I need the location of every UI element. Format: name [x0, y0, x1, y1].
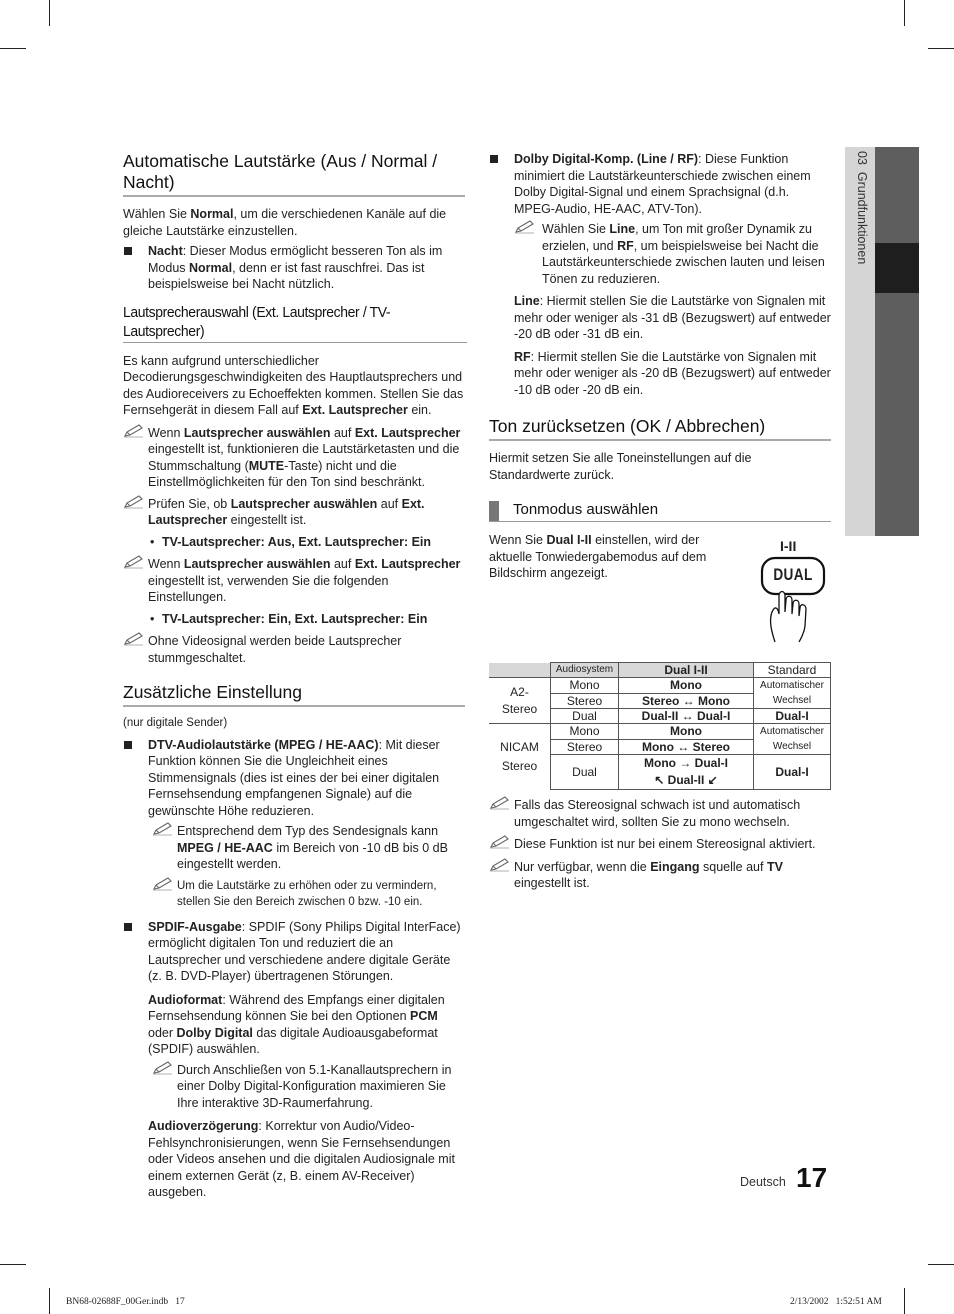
- heading-extra-settings: Zusätzliche Einstellung: [123, 682, 465, 707]
- table-cell: Mono: [619, 678, 754, 694]
- paragraph: Line: Hiermit stellen Sie die Lautstärke von Signalen mit mehr oder weniger als -31 dB (Bezugswert) auf entweder -20 dB oder -31 dB ein.: [514, 294, 831, 341]
- table-cell: Stereo: [551, 739, 619, 755]
- table-row: [489, 663, 831, 678]
- note-item: Ohne Videosignal werden beide Lautsprecher stummgeschaltet.: [123, 633, 465, 666]
- table-cell: Stereo ↔ Mono: [619, 693, 754, 709]
- dot-item: • TV-Lautsprecher: Ein, Ext. Lautsprecher: Ein: [148, 611, 465, 628]
- table-cell: Mono ↔ Stereo: [619, 739, 754, 755]
- table-cell: NICAM Stereo: [489, 724, 551, 790]
- table-cell: Dual-II ↔ Dual-I: [619, 709, 754, 724]
- note-item: Diese Funktion ist nur bei einem Stereosignal aktiviert.: [489, 836, 831, 853]
- table-cell: Mono: [551, 724, 619, 740]
- table-cell: Dual-I: [754, 709, 831, 724]
- note-item: Wählen Sie Line, um Ton mit großer Dynamik zu erzielen, und RF, um beispielsweise bei Nacht die Lautstärkeunterschiede zwischen lauten und leisen Tönen zu reduzieren.: [514, 221, 831, 287]
- heading-speaker-select: Lautsprecherauswahl (Ext. Lautsprecher / TV-Lautsprecher): [123, 303, 467, 343]
- note-item: Wenn Lautsprecher auswählen auf Ext. Lautsprecher eingestellt ist, funktionieren die Lautstärketasten und die Stummschaltung (MUTE-Taste) nicht und die Einstellmöglichkeiten für den Ton sind beschränkt.: [123, 425, 465, 491]
- crop-mark: [904, 1288, 905, 1314]
- table-header: Audiosystem: [551, 663, 619, 678]
- pencil-icon: [489, 796, 511, 810]
- table-cell: Mono: [619, 724, 754, 740]
- bullet-item: Nacht: Dieser Modus ermöglicht besseren Ton als im Modus Normal, denn er ist fast rauschfrei. Das ist beispielsweise bei Nacht nützlich.: [123, 243, 465, 293]
- subnote: (nur digitale Sender): [123, 717, 228, 729]
- table-cell: Automatischer Wechsel: [754, 724, 831, 755]
- crop-mark: [49, 0, 50, 26]
- table-cell: Stereo: [551, 693, 619, 709]
- paragraph: Wenn Sie Dual I-II einstellen, wird der aktuelle Tonwiedergabemodus auf dem Bildschirm angezeigt.: [489, 533, 707, 580]
- page-number: 17: [796, 1162, 828, 1193]
- paragraph: Hiermit setzen Sie alle Toneinstellungen auf die Standardwerte zurück.: [489, 451, 752, 482]
- table-row: [489, 678, 831, 694]
- subheading-tonmodus: Tonmodus auswählen: [489, 500, 831, 522]
- pencil-icon: [123, 495, 145, 509]
- pencil-icon: [152, 877, 174, 891]
- table-cell: Mono: [551, 678, 619, 694]
- bullet-item: DTV-Audiolautstärke (MPEG / HE-AAC): Mit dieser Funktion können Sie die Ungleichheit eines Stimmensignals (dies ist eines der bei einer digitalen Fernsehsendung empfangenen Signale) auf die gewünschte Höhe reduzieren.: [123, 737, 465, 820]
- pencil-icon: [152, 1061, 174, 1075]
- section-number: 03: [855, 151, 869, 165]
- table-cell: A2- Stereo: [489, 678, 551, 724]
- paragraph: Audioformat: Während des Empfangs einer digitalen Fernsehsendung können Sie bei den Optionen PCM oder Dolby Digital das digitale Audioausgabeformat (SPDIF) auswählen.: [148, 992, 445, 1056]
- print-date: 2/13/2002 1:52:51 AM: [790, 1297, 882, 1307]
- crop-mark: [0, 48, 26, 49]
- pencil-icon: [123, 632, 145, 646]
- print-file: BN68-02688F_00Ger.indb 17: [66, 1297, 185, 1307]
- note-item: Entsprechend dem Typ des Sendesignals kann MPEG / HE-AAC im Bereich von -10 dB bis 0 dB eingestellt werden.: [152, 823, 465, 873]
- pencil-icon: [152, 822, 174, 836]
- note-item: Prüfen Sie, ob Lautsprecher auswählen auf Ext. Lautsprecher eingestellt ist.: [123, 496, 465, 529]
- table-cell: Mono → Dual-I ↖ Dual-II ↙: [619, 755, 754, 790]
- table-cell: Dual-I: [754, 755, 831, 790]
- table-row: [489, 724, 831, 740]
- footer-language: Deutsch: [740, 1175, 786, 1189]
- bullet-item: Dolby Digital-Komp. (Line / RF): Diese Funktion minimiert die Lautstärkeunterschiede zwischen einem Dolby Digital-Signal und einem Sprachsignal (d.h. MPEG-Audio, HE-AAC, ATV-Ton).: [489, 151, 831, 217]
- heading-marker: [489, 501, 499, 521]
- paragraph: Wählen Sie Normal, um die verschiedenen Kanäle auf die gleiche Lautstärke einzustellen.: [123, 207, 447, 238]
- crop-mark: [928, 48, 954, 49]
- note-item: Wenn Lautsprecher auswählen auf Ext. Lautsprecher eingestellt ist, verwenden Sie die folgenden Einstellungen.: [123, 556, 465, 606]
- heading-auto-volume: Automatische Lautstärke (Aus / Normal / Nacht): [123, 151, 465, 197]
- chapter-tab: [845, 147, 919, 536]
- heading-sound-reset: Ton zurücksetzen (OK / Abbrechen): [489, 416, 831, 441]
- hand-icon: [757, 538, 829, 652]
- paragraph: Es kann aufgrund unterschiedlicher Decodierungsgeschwindigkeiten des Hauptlautsprechers und des Audioreceivers zu Echoeffekten kommen. Stellen Sie das Fernsehgerät in diesem Fall auf Ext. Lautsprecher ein.: [123, 353, 464, 417]
- remote-dual-illustration: [757, 538, 829, 652]
- sound-mode-table: [489, 662, 831, 790]
- pencil-icon: [123, 555, 145, 569]
- paragraph: RF: Hiermit stellen Sie die Lautstärke von Signalen mit mehr oder weniger als -20 dB (Bezugswert) auf entweder -10 dB oder -20 dB ein.: [514, 349, 831, 397]
- pencil-icon: [514, 220, 536, 234]
- note-item: Nur verfügbar, wenn die Eingang squelle auf TV eingestellt ist.: [489, 859, 831, 892]
- dual-key-label: I-II: [780, 538, 797, 554]
- crop-mark: [904, 0, 905, 26]
- note-item: Falls das Stereosignal schwach ist und automatisch umgeschaltet wird, sollten Sie zu mono wechseln.: [489, 797, 831, 830]
- bullet-item: SPDIF-Ausgabe: SPDIF (Sony Philips Digital InterFace) ermöglicht digitalen Ton und reduziert die an Lautsprecher und verschiedene andere digitale Geräte (z. B. DVD-Player) übertragenen Störungen.: [123, 919, 465, 985]
- table-header: Standard: [754, 663, 831, 678]
- note-item: Um die Lautstärke zu erhöhen oder zu vermindern, stellen Sie den Bereich zwischen 0 bzw. -10 ein.: [152, 878, 465, 911]
- crop-mark: [928, 1264, 954, 1265]
- right-column: [489, 151, 831, 892]
- table-header: Dual I-II: [619, 663, 754, 678]
- tonmodus-block: [489, 532, 831, 662]
- dot-item: • TV-Lautsprecher: Aus, Ext. Lautsprecher: Ein: [148, 534, 465, 551]
- paragraph: Audioverzögerung: Korrektur von Audio/Video-Fehlsynchronisierungen, wenn Sie Fernsehsendungen oder Videos ansehen und die digitalen Audiosignale mit einem externen Gerät (z, B. einem AV-Receiver) ausgeben.: [148, 1119, 455, 1199]
- dual-button-label: DUAL: [773, 565, 813, 584]
- table-cell: Dual: [551, 755, 619, 790]
- table-cell: Dual: [551, 709, 619, 724]
- pencil-icon: [489, 858, 511, 872]
- note-item: Durch Anschließen von 5.1-Kanallautsprechern in einer Dolby Digital-Konfiguration maximieren Sie Ihre interaktive 3D-Raumerfahrung.: [152, 1062, 465, 1112]
- section-title: Grundfunktionen: [855, 171, 869, 265]
- left-column: [123, 151, 465, 1201]
- pencil-icon: [489, 835, 511, 849]
- crop-mark: [0, 1264, 26, 1265]
- table-cell: Automatischer Wechsel: [754, 678, 831, 709]
- crop-mark: [49, 1288, 50, 1314]
- pencil-icon: [123, 424, 145, 438]
